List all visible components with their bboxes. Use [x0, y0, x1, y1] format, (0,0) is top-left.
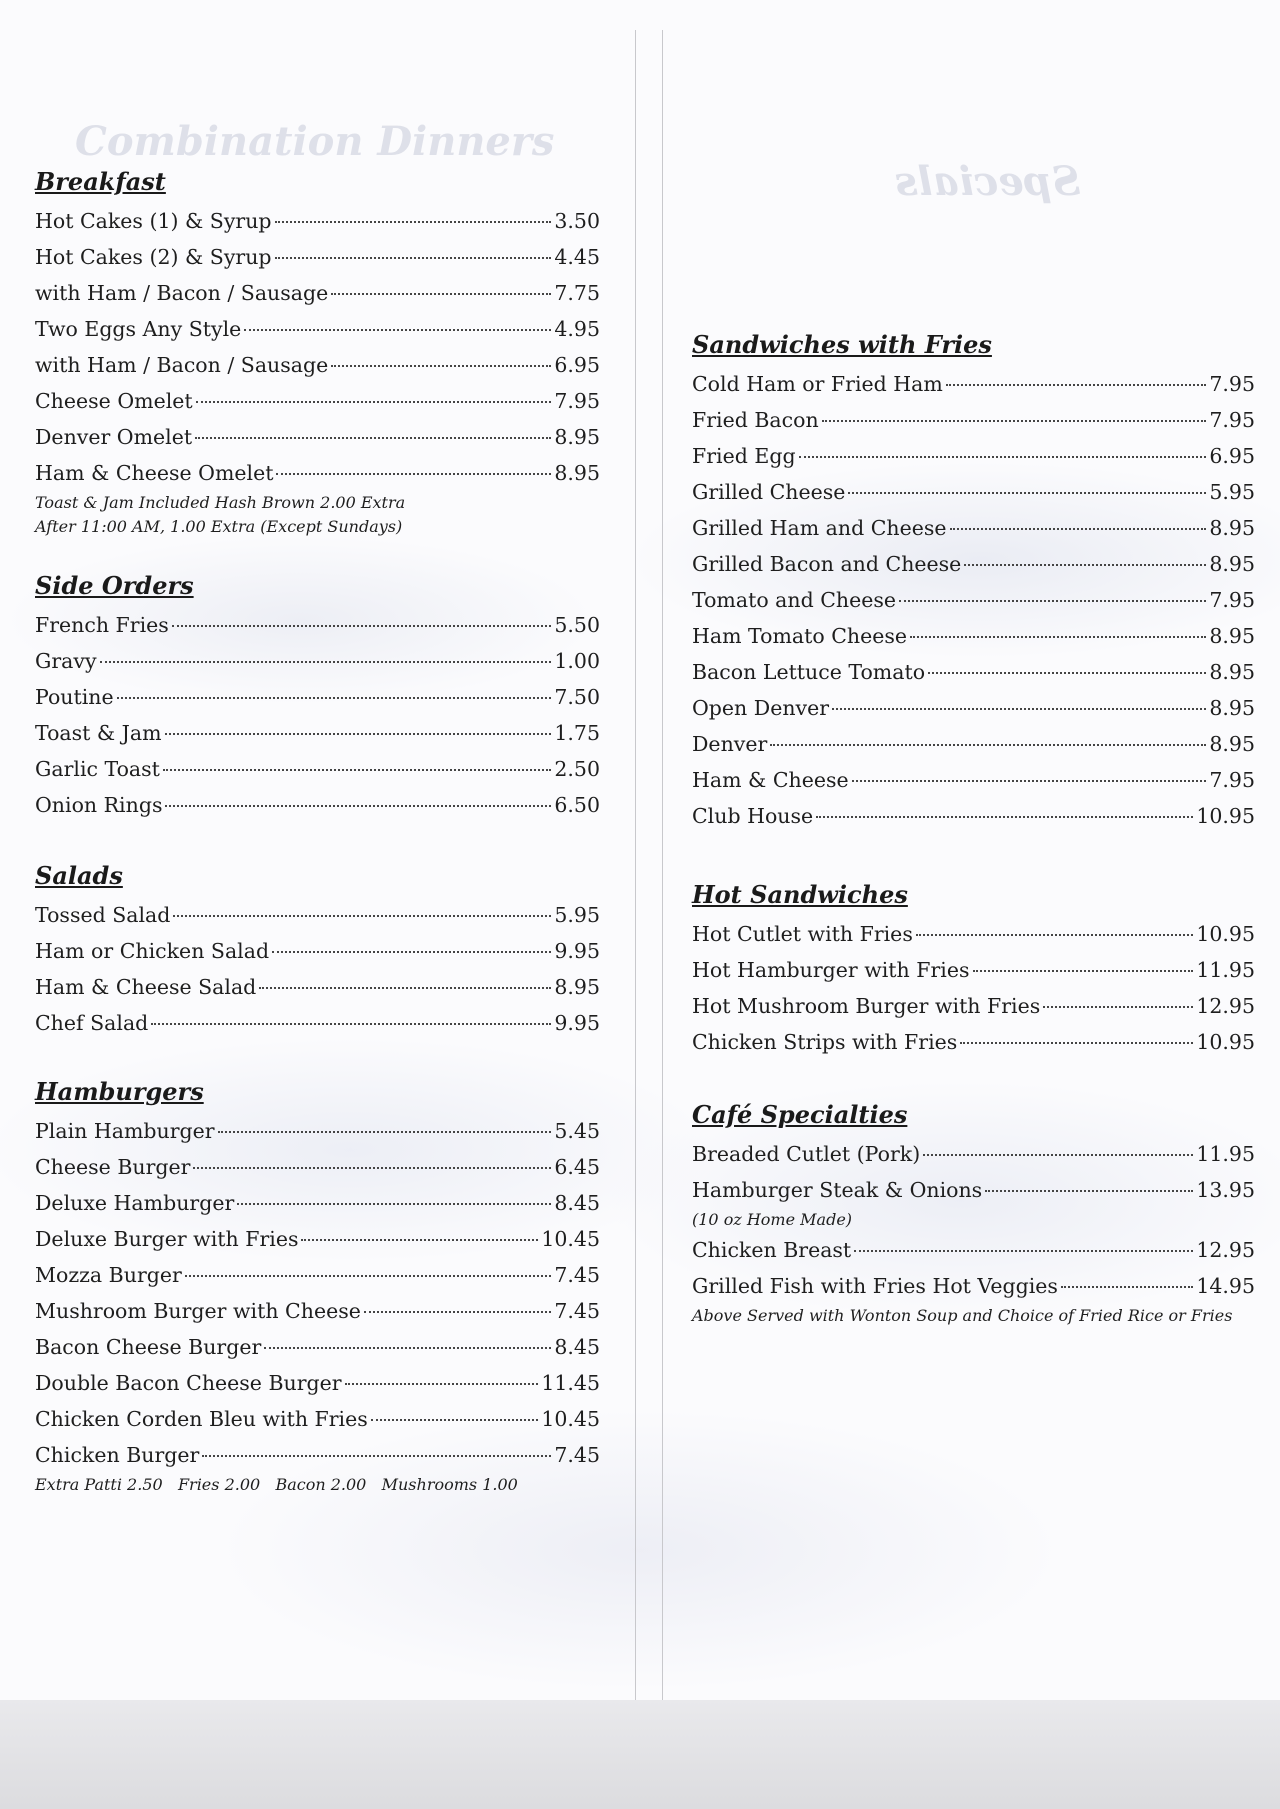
item-price: 8.45: [554, 1335, 600, 1359]
dot-leader: [301, 1239, 538, 1241]
item-name: Garlic Toast: [35, 757, 160, 781]
breakfast-note: Toast & Jam Included Hash Brown 2.00 Extra: [35, 493, 406, 512]
item-price: 8.95: [1209, 696, 1255, 720]
dot-leader: [770, 744, 1206, 746]
item-price: 1.00: [554, 649, 600, 673]
menu-item: [35, 607, 600, 643]
breakfast-section: [35, 165, 600, 539]
dot-leader: [910, 636, 1206, 638]
item-price: 7.95: [1209, 408, 1255, 432]
dot-leader: [1061, 1286, 1193, 1288]
menu-item: [692, 474, 1255, 510]
item-name: Chef Salad: [35, 1011, 149, 1035]
dot-leader: [259, 987, 551, 989]
menu-item: [692, 582, 1255, 618]
item-price: 10.45: [541, 1407, 600, 1431]
menu-item: [692, 1268, 1255, 1304]
hot-sandwiches-section: [692, 878, 1255, 1060]
menu-item: [35, 455, 600, 491]
item-name: Cold Ham or Fried Ham: [692, 372, 943, 396]
menu-item: [692, 1024, 1255, 1060]
menu-item: [35, 275, 600, 311]
item-name: Toast & Jam: [35, 721, 162, 745]
item-price: 8.95: [1209, 552, 1255, 576]
item-price: 7.75: [554, 281, 600, 305]
menu-item: [35, 643, 600, 679]
show-through-heading-left: Combination Dinners: [75, 118, 555, 165]
item-name: Poutine: [35, 685, 114, 709]
item-name: Gravy: [35, 649, 97, 673]
item-price: 7.95: [1209, 768, 1255, 792]
menu-item: [35, 1005, 600, 1041]
menu-item: [35, 897, 600, 933]
cafe-specialties-section: [692, 1098, 1255, 1328]
dot-leader: [218, 1131, 552, 1133]
item-price: 4.95: [554, 317, 600, 341]
item-name: Grilled Bacon and Cheese: [692, 552, 962, 576]
item-price: 10.95: [1196, 922, 1255, 946]
item-name: Denver: [692, 732, 768, 756]
sandwiches-heading: Sandwiches with Fries: [692, 330, 992, 359]
item-name: Hot Mushroom Burger with Fries: [692, 994, 1041, 1018]
spacer: [35, 823, 600, 859]
breakfast-list: [35, 203, 600, 491]
item-price: 4.45: [554, 245, 600, 269]
item-name: Chicken Corden Bleu with Fries: [35, 1407, 368, 1431]
item-name: Hot Cakes (1) & Syrup: [35, 209, 272, 233]
dot-leader: [244, 329, 551, 331]
item-price: 8.95: [554, 425, 600, 449]
dot-leader: [816, 816, 1193, 818]
item-price: 5.50: [554, 613, 600, 637]
menu-item: [35, 1221, 600, 1257]
item-price: 7.95: [1209, 588, 1255, 612]
item-name: Ham & Cheese: [692, 768, 849, 792]
item-name: Chicken Breast: [692, 1238, 852, 1262]
dot-leader: [165, 733, 552, 735]
dot-leader: [950, 528, 1207, 530]
dot-leader: [832, 708, 1206, 710]
item-price: 5.95: [554, 903, 600, 927]
dot-leader: [185, 1275, 552, 1277]
menu-item: [692, 916, 1255, 952]
side-orders-heading: Side Orders: [35, 571, 194, 600]
dot-leader: [195, 437, 551, 439]
item-price: 8.95: [1209, 516, 1255, 540]
dot-leader: [973, 970, 1194, 972]
menu-item: [692, 366, 1255, 402]
menu-item: [35, 1293, 600, 1329]
menu-item: [35, 347, 600, 383]
menu-item: [35, 1365, 600, 1401]
menu-item: [35, 1149, 600, 1185]
menu-item: [692, 798, 1255, 834]
dot-leader: [1043, 1006, 1193, 1008]
item-price: 12.95: [1196, 1238, 1255, 1262]
dot-leader: [960, 1042, 1193, 1044]
menu-item: [35, 969, 600, 1005]
item-name: Grilled Fish with Fries Hot Veggies: [692, 1274, 1058, 1298]
menu-item: [35, 1257, 600, 1293]
item-price: 3.50: [554, 209, 600, 233]
menu-item: [35, 1437, 600, 1473]
item-price: 8.95: [554, 975, 600, 999]
spacer: [35, 1041, 600, 1075]
item-name: Mozza Burger: [35, 1263, 182, 1287]
item-name: Club House: [692, 804, 814, 828]
item-price: 2.50: [554, 757, 600, 781]
menu-item: [35, 1113, 600, 1149]
dot-leader: [275, 221, 552, 223]
item-price: 7.45: [554, 1263, 600, 1287]
dot-leader: [276, 473, 551, 475]
item-name: Double Bacon Cheese Burger: [35, 1371, 342, 1395]
dot-leader: [172, 625, 552, 627]
menu-item: [692, 690, 1255, 726]
dot-leader: [985, 1190, 1193, 1192]
item-price: 8.45: [554, 1191, 600, 1215]
menu-item: [35, 311, 600, 347]
dot-leader: [364, 1311, 551, 1313]
menu-item: [692, 654, 1255, 690]
item-price: 9.95: [554, 939, 600, 963]
item-price: 8.95: [1209, 660, 1255, 684]
item-name: Hot Hamburger with Fries: [692, 958, 970, 982]
dot-leader: [100, 661, 552, 663]
breakfast-heading: Breakfast: [35, 167, 166, 196]
show-through-heading-right: Specials: [895, 158, 1081, 205]
item-price: 14.95: [1196, 1274, 1255, 1298]
item-price: 7.95: [1209, 372, 1255, 396]
dot-leader: [331, 293, 551, 295]
dot-leader: [964, 564, 1206, 566]
item-name: Grilled Ham and Cheese: [692, 516, 947, 540]
item-price: 8.95: [554, 461, 600, 485]
menu-item: [35, 383, 600, 419]
item-price: 12.95: [1196, 994, 1255, 1018]
item-name: Ham or Chicken Salad: [35, 939, 270, 963]
item-price: 6.45: [554, 1155, 600, 1179]
dot-leader: [272, 951, 551, 953]
item-price: 6.95: [1209, 444, 1255, 468]
item-name: Tossed Salad: [35, 903, 171, 927]
dot-leader: [117, 697, 552, 699]
item-price: 8.95: [1209, 732, 1255, 756]
scan-bottom-edge: [0, 1700, 1280, 1809]
menu-item: [692, 726, 1255, 762]
menu-item: [692, 438, 1255, 474]
column-divider-right: [662, 30, 663, 1700]
dot-leader: [264, 1347, 551, 1349]
item-name: Grilled Cheese: [692, 480, 846, 504]
menu-item: [692, 1232, 1255, 1268]
menu-item: [692, 546, 1255, 582]
menu-item: [35, 1185, 600, 1221]
item-name: Fried Bacon: [692, 408, 819, 432]
dot-leader: [822, 420, 1207, 422]
menu-item: [35, 239, 600, 275]
item-price: 13.95: [1196, 1178, 1255, 1202]
spacer: [692, 834, 1255, 878]
item-name: Hot Cutlet with Fries: [692, 922, 913, 946]
menu-item: [35, 933, 600, 969]
steak-note: (10 oz Home Made): [692, 1210, 853, 1229]
item-name: Bacon Lettuce Tomato: [692, 660, 926, 684]
dot-leader: [848, 492, 1206, 494]
item-price: 10.45: [541, 1227, 600, 1251]
menu-item: [35, 787, 600, 823]
dot-leader: [331, 365, 551, 367]
item-name: Fried Egg: [692, 444, 796, 468]
sandwiches-section: [692, 328, 1255, 834]
dot-leader: [202, 1455, 551, 1457]
dot-leader: [852, 780, 1207, 782]
cafe-specialties-heading: Café Specialties: [692, 1100, 908, 1129]
item-price: 5.95: [1209, 480, 1255, 504]
right-column: [692, 328, 1255, 1328]
item-name: Ham & Cheese Salad: [35, 975, 257, 999]
dot-leader: [165, 805, 551, 807]
item-name: Deluxe Hamburger: [35, 1191, 235, 1215]
column-divider-left: [635, 30, 636, 1700]
item-price: 11.95: [1196, 958, 1255, 982]
item-name: Breaded Cutlet (Pork): [692, 1142, 921, 1166]
item-name: Deluxe Burger with Fries: [35, 1227, 299, 1251]
item-name: Open Denver: [692, 696, 830, 720]
dot-leader: [371, 1419, 539, 1421]
item-price: 7.95: [554, 389, 600, 413]
item-name: Ham Tomato Cheese: [692, 624, 908, 648]
dot-leader: [799, 456, 1207, 458]
item-price: 10.95: [1196, 1030, 1255, 1054]
item-price: 7.45: [554, 1299, 600, 1323]
menu-item: [35, 751, 600, 787]
dot-leader: [193, 1167, 551, 1169]
menu-item: [35, 419, 600, 455]
item-name: Ham & Cheese Omelet: [35, 461, 274, 485]
dot-leader: [946, 384, 1207, 386]
item-name: Onion Rings: [35, 793, 163, 817]
dot-leader: [923, 1154, 1193, 1156]
menu-item: [692, 510, 1255, 546]
breakfast-note: After 11:00 AM, 1.00 Extra (Except Sundays): [35, 517, 403, 536]
menu-item: [692, 952, 1255, 988]
dot-leader: [854, 1250, 1193, 1252]
item-price: 6.95: [554, 353, 600, 377]
item-price: 5.45: [554, 1119, 600, 1143]
item-name: Tomato and Cheese: [692, 588, 897, 612]
salads-heading: Salads: [35, 861, 123, 890]
item-name: Hot Cakes (2) & Syrup: [35, 245, 272, 269]
salads-section: [35, 859, 600, 1041]
cafe-specialties-note: Above Served with Wonton Soup and Choice of Fried Rice or Fries: [692, 1306, 1233, 1325]
spacer: [692, 1060, 1255, 1098]
menu-item: [692, 988, 1255, 1024]
menu-item: [692, 1136, 1255, 1172]
item-name: Plain Hamburger: [35, 1119, 215, 1143]
item-price: 11.95: [1196, 1142, 1255, 1166]
item-price: 10.95: [1196, 804, 1255, 828]
left-column: [35, 165, 600, 1497]
dot-leader: [916, 934, 1193, 936]
dot-leader: [163, 769, 551, 771]
item-price: 7.45: [554, 1443, 600, 1467]
menu-item: [35, 203, 600, 239]
hot-sandwiches-heading: Hot Sandwiches: [692, 880, 908, 909]
menu-item: [35, 1329, 600, 1365]
menu-item: [692, 762, 1255, 798]
dot-leader: [196, 401, 552, 403]
item-name: Cheese Burger: [35, 1155, 191, 1179]
menu-item: [35, 1401, 600, 1437]
menu-item: [692, 402, 1255, 438]
dot-leader: [928, 672, 1206, 674]
menu-item: [692, 1172, 1255, 1208]
dot-leader: [237, 1203, 551, 1205]
hamburgers-section: [35, 1075, 600, 1497]
item-name: Hamburger Steak & Onions: [692, 1178, 983, 1202]
dot-leader: [275, 257, 552, 259]
item-name: Chicken Strips with Fries: [692, 1030, 958, 1054]
menu-item: [35, 679, 600, 715]
dot-leader: [151, 1023, 551, 1025]
item-name: Denver Omelet: [35, 425, 193, 449]
item-price: 11.45: [541, 1371, 600, 1395]
spacer: [35, 539, 600, 569]
item-price: 6.50: [554, 793, 600, 817]
item-name: Mushroom Burger with Cheese: [35, 1299, 361, 1323]
item-name: with Ham / Bacon / Sausage: [35, 281, 329, 305]
dot-leader: [899, 600, 1206, 602]
item-name: French Fries: [35, 613, 169, 637]
item-name: with Ham / Bacon / Sausage: [35, 353, 329, 377]
hamburgers-heading: Hamburgers: [35, 1077, 204, 1106]
item-name: Chicken Burger: [35, 1443, 200, 1467]
item-price: 9.95: [554, 1011, 600, 1035]
item-price: 7.50: [554, 685, 600, 709]
item-price: 1.75: [554, 721, 600, 745]
item-name: Two Eggs Any Style: [35, 317, 242, 341]
menu-item: [692, 618, 1255, 654]
item-price: 8.95: [1209, 624, 1255, 648]
item-name: Cheese Omelet: [35, 389, 193, 413]
menu-item: [35, 715, 600, 751]
hamburgers-extras-note: Extra Patti 2.50 Fries 2.00 Bacon 2.00 Mushrooms 1.00: [35, 1475, 518, 1494]
dot-leader: [173, 915, 551, 917]
item-name: Bacon Cheese Burger: [35, 1335, 262, 1359]
side-orders-section: [35, 569, 600, 823]
dot-leader: [345, 1383, 539, 1385]
